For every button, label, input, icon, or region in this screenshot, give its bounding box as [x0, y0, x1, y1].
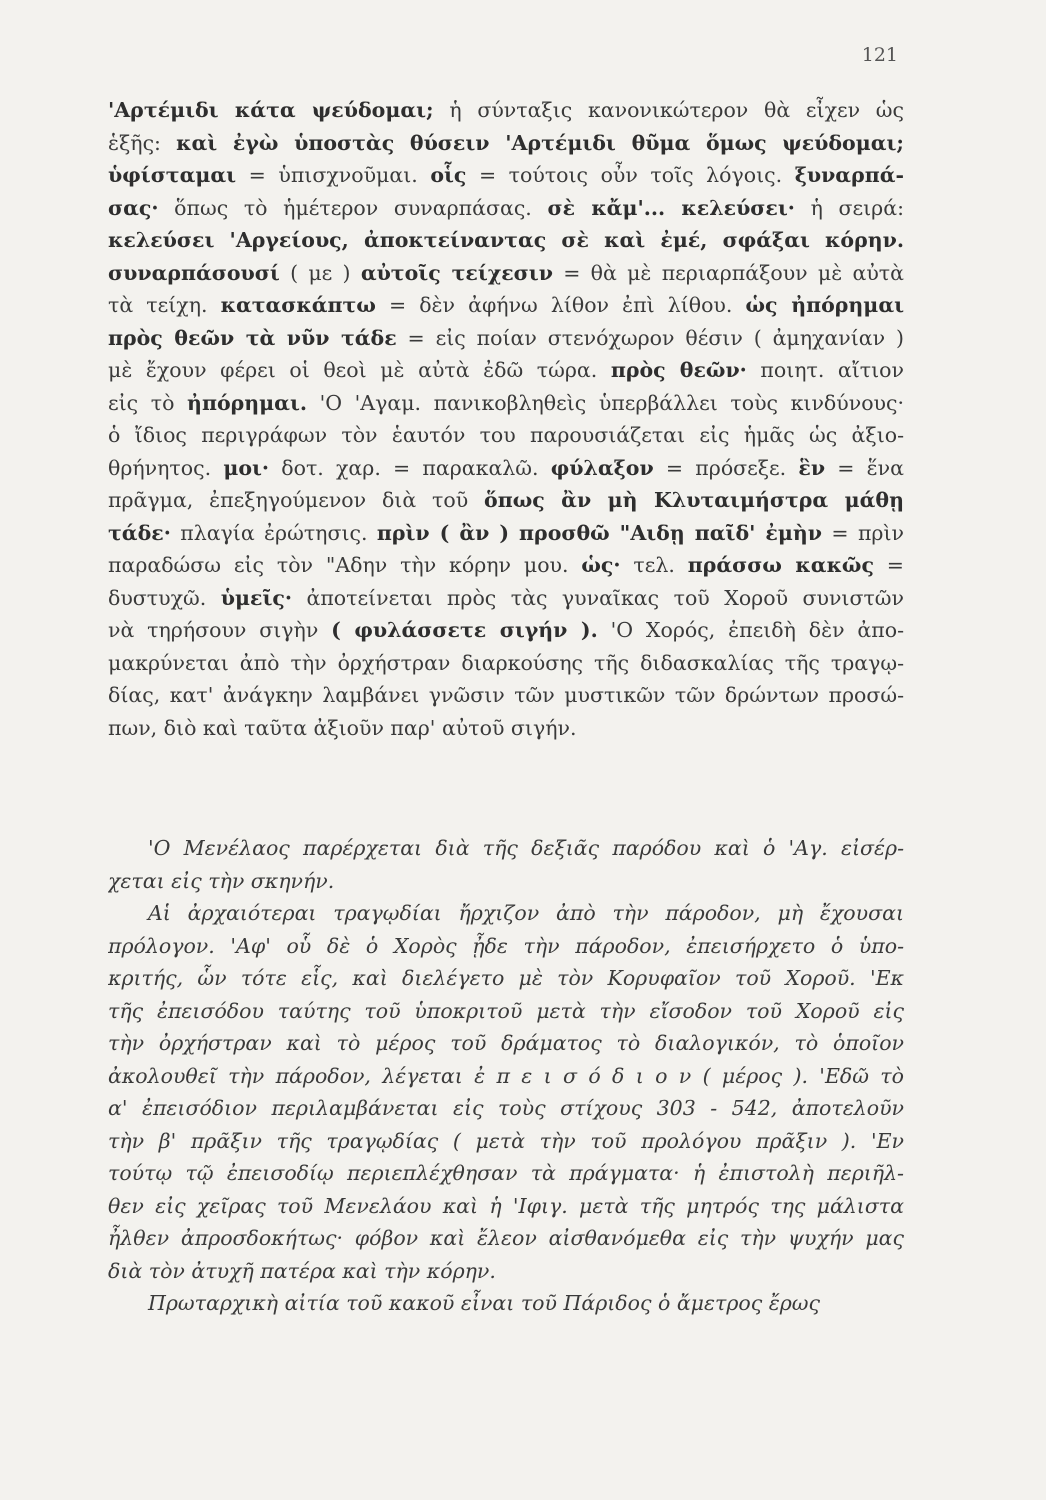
text-run: ποιητ. αἴτιον	[746, 358, 904, 382]
text-run: νὰ τηρήσουν σιγὴν	[108, 618, 332, 642]
text-line	[108, 865, 904, 898]
text-line	[108, 962, 904, 995]
text-run: ἡ σύνταξις κανονικώτερον θὰ εἶχεν ὡς	[433, 98, 904, 122]
bold-term: ( φυλάσσετε σιγήν ).	[331, 618, 598, 642]
text-run: = πρόσεξε.	[653, 455, 799, 480]
bold-term: μοι·	[223, 455, 270, 480]
bold-term: ἠπόρημαι.	[187, 390, 308, 415]
bold-term: τάδε·	[108, 520, 171, 545]
text-run: ἀκολουθεῖ τὴν πάροδον, λέγεται ἐ π ε ι σ ό δ ι ο ν ( μέρος ). 'Εδῶ τὸ	[108, 1063, 904, 1088]
text-line	[108, 712, 904, 745]
text-line	[108, 387, 904, 420]
bold-term: ὑμεῖς·	[220, 585, 292, 610]
text-run: Πρωταρχικὴ αἰτία τοῦ κακοῦ εἶναι τοῦ Πάριδος ὁ ἄμετρος ἔρως	[148, 1291, 820, 1315]
text-line	[108, 159, 904, 192]
text-run: θεν εἰς χεῖρας τοῦ Μενελάου καὶ ἡ 'Ιφιγ. μετὰ τῆς μητρός της μάλιστα	[108, 1193, 904, 1218]
text-line	[108, 94, 904, 127]
text-line	[108, 289, 904, 322]
bold-term: 'Αρτέμιδι κάτα ψεύδομαι;	[108, 98, 434, 122]
text-line	[108, 679, 904, 712]
text-run: τελ.	[620, 553, 688, 577]
text-line	[108, 1157, 904, 1190]
text-line	[108, 1222, 904, 1255]
text-run: = θὰ μὲ περιαρπάξουν μὲ αὐτὰ	[552, 260, 904, 285]
text-line	[108, 1092, 904, 1125]
text-line	[108, 582, 904, 615]
text-run: μὲ ἔχουν φέρει οἱ θεοὶ μὲ αὐτὰ ἐδῶ τώρα.	[108, 358, 611, 382]
text-run: χεται εἰς τὴν σκηνήν.	[108, 868, 335, 893]
text-line	[108, 647, 904, 680]
bold-term: πρὶν ( ἂν ) προσθῶ "Αιδῃ παῖδ' ἐμὴν	[376, 520, 823, 545]
text-run: παραδώσω εἰς τὸν "Αδην τὴν κόρην μου.	[108, 553, 582, 577]
text-run: = ἕνα	[825, 455, 904, 480]
bold-term: κελεύσει 'Αργείους, ἀποκτείναντας σὲ καὶ ἐμέ, σφάξαι κόρην.	[108, 228, 904, 252]
text-run: = εἰς ποίαν στενόχωρον θέσιν ( ἀμηχανίαν )	[396, 325, 904, 350]
text-run: Αἱ ἀρχαιότεραι τραγῳδίαι ἤρχιζον ἀπὸ τὴν πάροδον, μὴ ἔχουσαι	[148, 901, 904, 925]
bold-term: αὐτοῖς τείχεσιν	[360, 260, 553, 285]
text-line	[108, 257, 904, 290]
bold-term: σας·	[108, 195, 159, 220]
bold-term: συναρπάσουσί	[108, 260, 280, 285]
bold-term: ὑφίσταμαι	[108, 163, 237, 187]
text-run: = τούτοις οὖν τοῖς λόγοις.	[466, 163, 795, 187]
text-run: τούτῳ τῷ ἐπεισοδίῳ περιεπλέχθησαν τὰ πράγματα· ἡ ἐπιστολὴ περιῆλ-	[108, 1161, 904, 1185]
text-line	[108, 484, 904, 517]
bold-term: ὡς·	[581, 553, 621, 577]
bold-term: σὲ κἄμ'... κελεύσει·	[547, 195, 795, 220]
text-run: α' ἐπεισόδιον περιλαμβάνεται εἰς τοὺς στίχους 303 - 542, ἀποτελοῦν	[108, 1096, 904, 1120]
text-run: = ὑπισχνοῦμαι.	[236, 163, 431, 187]
text-line	[108, 354, 904, 387]
text-line	[108, 832, 904, 865]
text-line	[108, 1125, 904, 1158]
bold-term: ὡς ἠπόρημαι	[745, 293, 904, 317]
text-run: μακρύνεται ἀπὸ τὴν ὀρχήστραν διαρκούσης τῆς διδασκαλίας τῆς τραγῳ-	[108, 650, 904, 675]
bold-term: φύλαξον	[550, 455, 654, 480]
text-run: =	[873, 553, 904, 577]
text-run: ἡ σειρά:	[794, 195, 904, 220]
bold-term: κατασκάπτω	[220, 293, 376, 317]
text-line	[108, 192, 904, 225]
commentary-text	[108, 94, 904, 744]
text-run: 'Ο Χορός, ἐπειδὴ δὲν ἀπο-	[597, 618, 904, 642]
text-line	[108, 127, 904, 160]
text-line	[108, 930, 904, 963]
text-run: 'Ο Μενέλαος παρέρχεται διὰ τῆς δεξιᾶς παρόδου καὶ ὁ 'Αγ. εἰσέρ-	[148, 836, 904, 860]
text-run: τὰ τείχη.	[108, 293, 221, 317]
text-run: πων, διὸ καὶ ταῦτα ἀξιοῦν παρ' αὐτοῦ σιγήν.	[108, 715, 577, 740]
narrative-text	[108, 832, 904, 1320]
text-line	[108, 1060, 904, 1093]
text-run: πλαγία ἐρώτησις.	[170, 520, 377, 545]
text-run: τὴν ὀρχήστραν καὶ τὸ μέρος τοῦ δράματος τὸ διαλογικόν, τὸ ὁποῖον	[108, 1031, 904, 1055]
text-run: ἦλθεν ἀπροσδοκήτως· φόβον καὶ ἔλεον αἰσθανόμεθα εἰς τὴν ψυχήν μας	[108, 1226, 904, 1250]
text-run: δοτ. χαρ. = παρακαλῶ.	[269, 455, 551, 480]
text-line	[108, 322, 904, 355]
text-run: τῆς ἐπεισόδου ταύτης τοῦ ὑποκριτοῦ μετὰ τὴν εἴσοδον τοῦ Χοροῦ εἰς	[108, 998, 904, 1023]
text-run: διὰ τὸν ἀτυχῆ πατέρα καὶ τὴν κόρην.	[108, 1258, 496, 1283]
text-line	[108, 995, 904, 1028]
bold-term: πράσσω κακῶς	[687, 553, 874, 577]
text-run: = δὲν ἀφήνω λίθον ἐπὶ λίθου.	[375, 293, 746, 317]
bold-term: ἓν	[798, 455, 826, 480]
text-run: κριτής, ὧν τότε εἷς, καὶ διελέγετο μὲ τὸν Κορυφαῖον τοῦ Χοροῦ. 'Εκ	[108, 966, 904, 990]
text-line	[108, 1027, 904, 1060]
text-run: εἰς τὸ	[108, 390, 188, 415]
bold-term: ὅπως ἂν μὴ Κλυταιμήστρα μάθῃ	[484, 488, 904, 512]
text-run: πρᾶγμα, ἐπεξηγούμενον διὰ τοῦ	[108, 488, 485, 512]
text-run: ( με )	[279, 260, 361, 285]
text-run: ὅπως τὸ ἡμέτερον συναρπάσας.	[158, 195, 548, 220]
text-line	[108, 517, 904, 550]
bold-term: καὶ ἐγὼ ὑποστὰς θύσειν 'Αρτέμιδι θῦμα ὅμως ψεύδομαι;	[176, 130, 904, 155]
bold-term: οἷς	[430, 163, 467, 187]
bold-term: ξυναρπά-	[794, 163, 904, 187]
text-line	[108, 1255, 904, 1288]
text-run: τὴν β' πρᾶξιν τῆς τραγῳδίας ( μετὰ τὴν τοῦ προλόγου πρᾶξιν ). 'Εν	[108, 1128, 904, 1153]
text-run: 'Ο 'Αγαμ. πανικοβληθεὶς ὑπερβάλλει τοὺς κινδύνους·	[307, 390, 904, 415]
text-run: = πρὶν	[822, 520, 904, 545]
text-line	[108, 452, 904, 485]
text-line	[108, 224, 904, 257]
text-run: ἀποτείνεται πρὸς τὰς γυναῖκας τοῦ Χοροῦ συνιστῶν	[291, 585, 904, 610]
text-run: ὁ ἴδιος περιγράφων τὸν ἑαυτόν του παρουσιάζεται εἰς ἡμᾶς ὡς ἀξιο-	[108, 423, 904, 447]
bold-term: πρὸς θεῶν τὰ νῦν τάδε	[108, 325, 397, 350]
text-line	[108, 897, 904, 930]
text-run: δίας, κατ' ἀνάγκην λαμβάνει γνῶσιν τῶν μυστικῶν τῶν δρώντων προσώ-	[108, 683, 904, 707]
text-line	[108, 1287, 904, 1320]
text-run: ἑξῆς:	[108, 130, 177, 155]
text-line	[108, 614, 904, 647]
text-line	[108, 1190, 904, 1223]
text-line	[108, 549, 904, 582]
text-line	[108, 419, 904, 452]
text-run: δυστυχῶ.	[108, 585, 221, 610]
page-number: 121	[861, 44, 898, 66]
bold-term: πρὸς θεῶν·	[610, 358, 747, 382]
text-run: πρόλογον. 'Αφ' οὗ δὲ ὁ Χορὸς ᾖδε τὴν πάροδον, ἐπεισήρχετο ὁ ὑπο-	[108, 933, 904, 958]
text-run: θρήνητος.	[108, 455, 224, 480]
